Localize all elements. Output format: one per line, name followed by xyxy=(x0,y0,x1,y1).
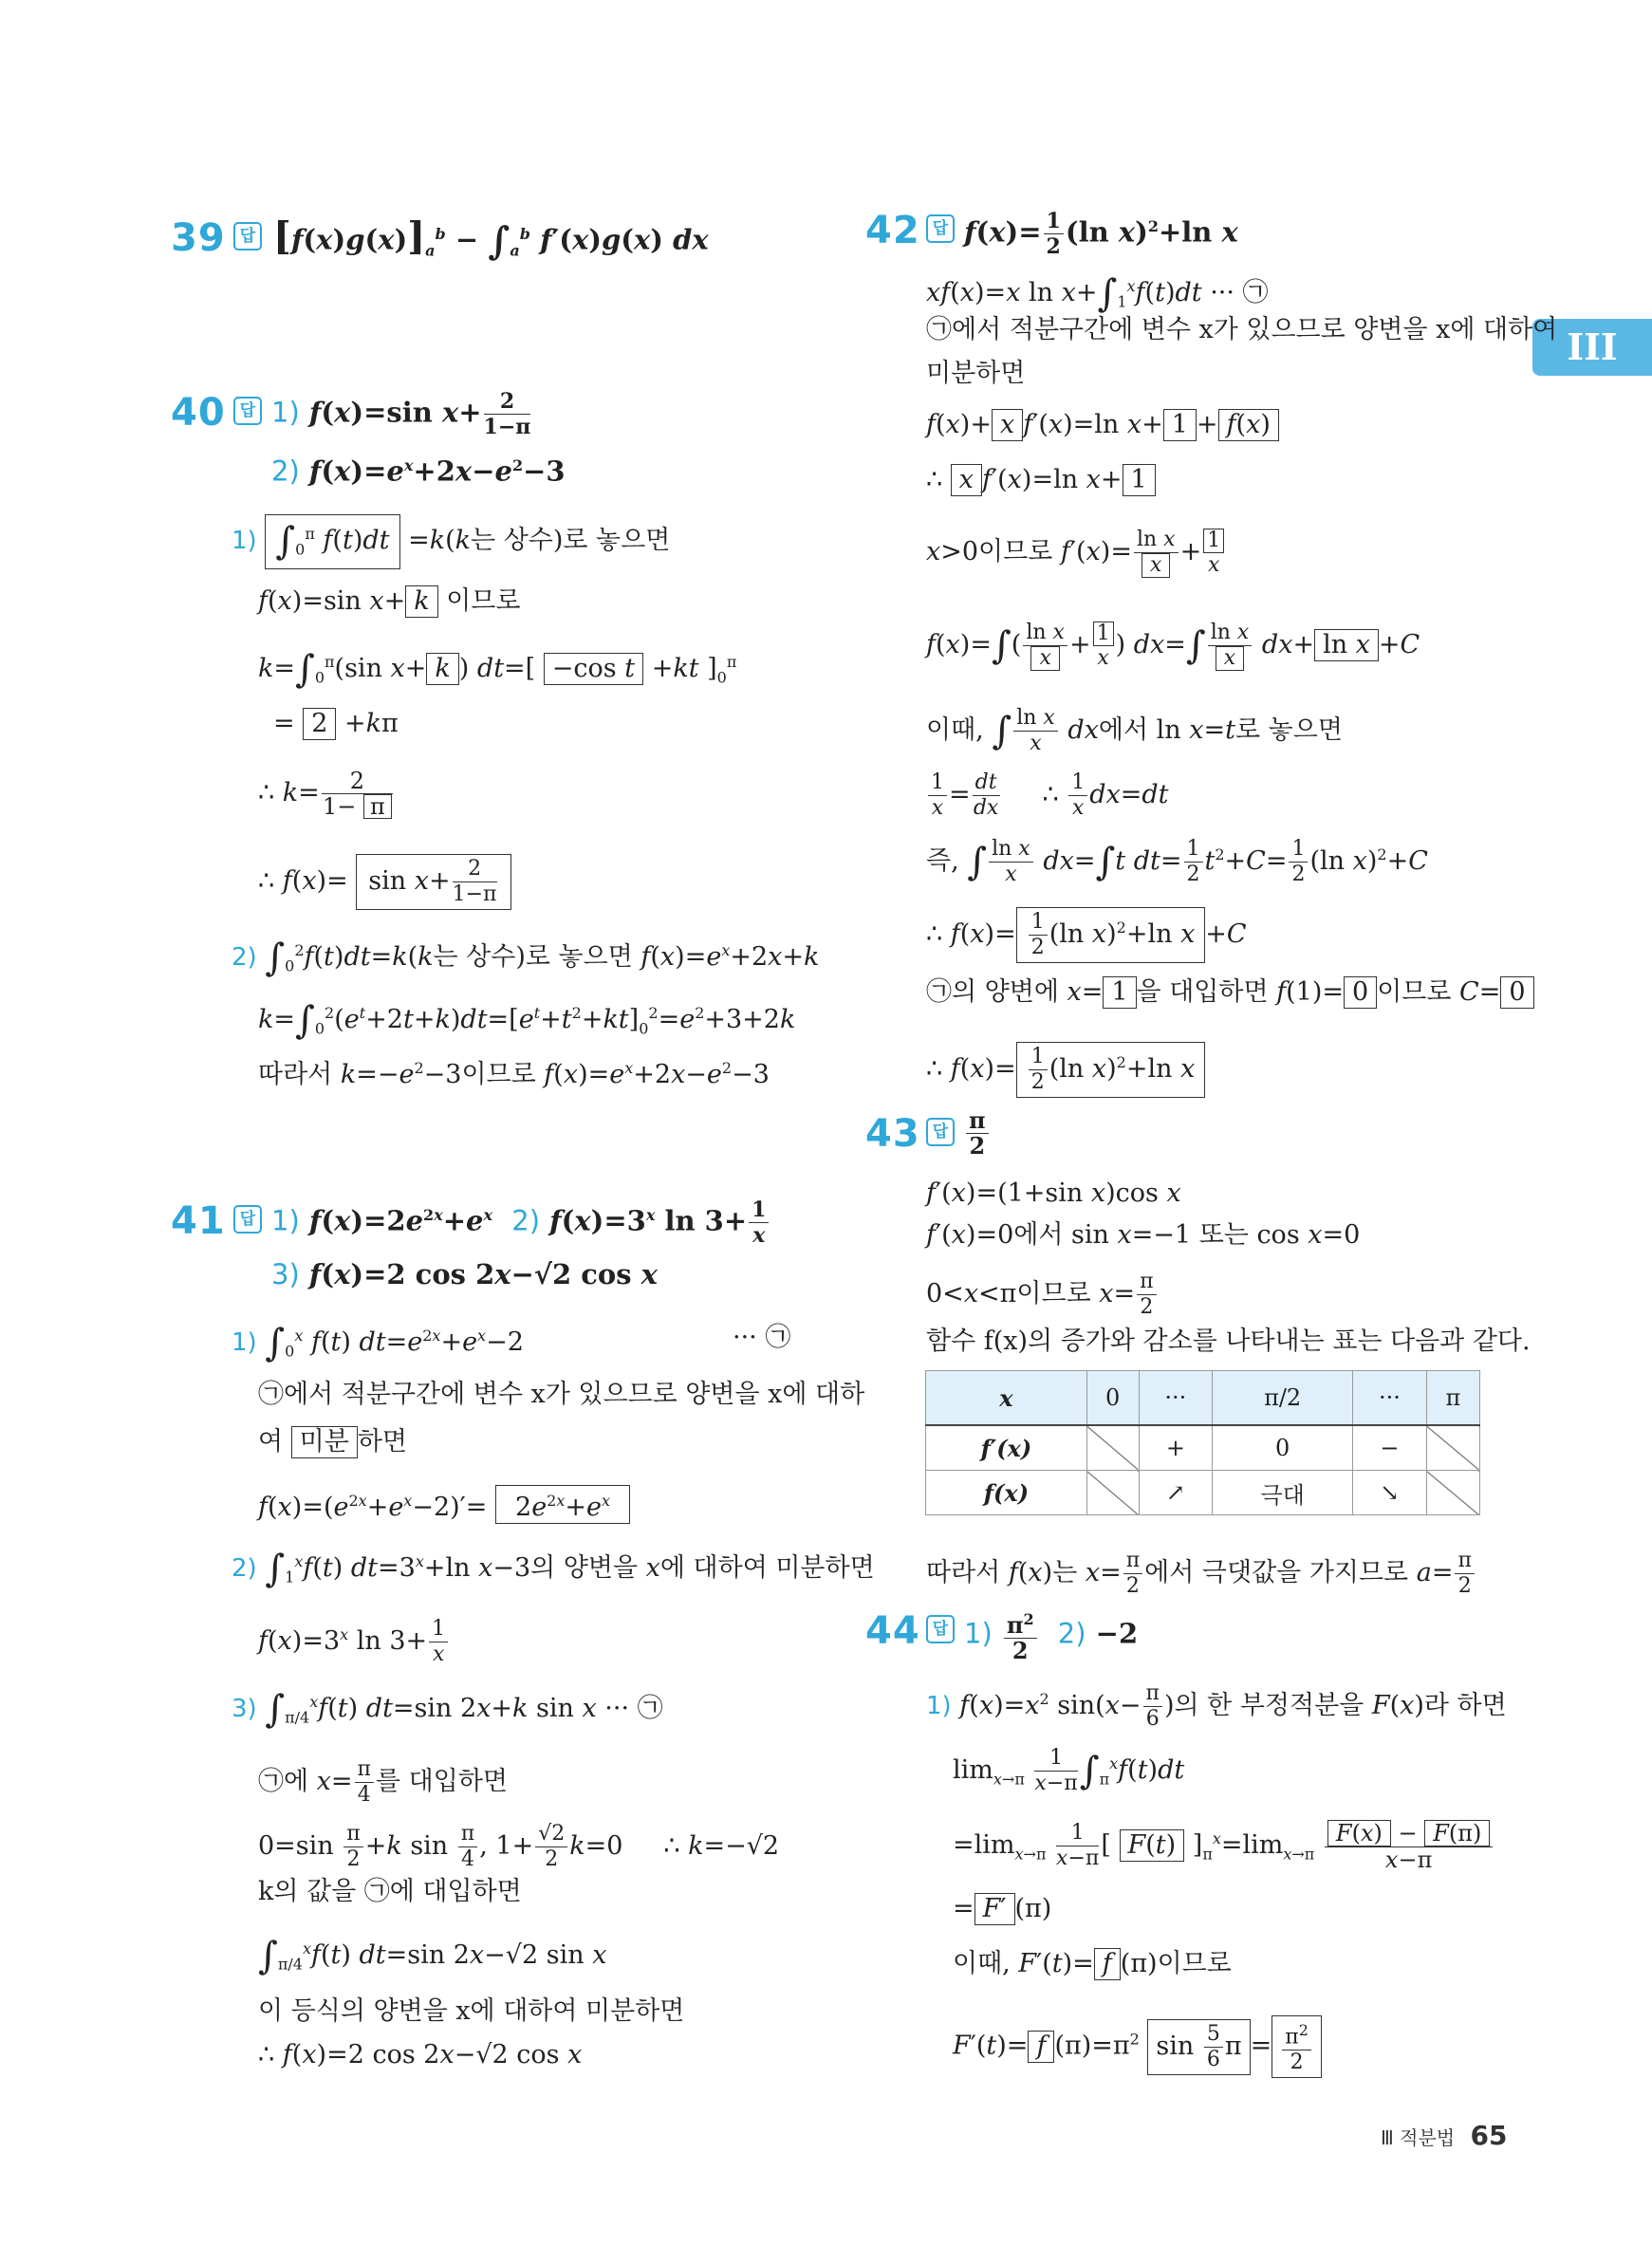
p42-line-8: 이때, ∫ $\frac{\text{ln x}}{x}$ dx에서 ln x=t로 놓으면 xyxy=(926,706,1343,755)
p44-line-4: = F′ (π) xyxy=(953,1894,1052,1923)
table-header-cell: π xyxy=(1426,1371,1479,1426)
answer-badge-icon: 답 xyxy=(233,222,262,251)
p41-line-4: $f(x)=(e^{2x}+e^x-2)'= 2e^{2x}+e^x$ xyxy=(258,1484,630,1525)
table-cell-blank xyxy=(1426,1471,1479,1515)
p42-line-9: $\frac{1}{x}$ = $\frac{dt}{dx}$ ∴ $\frac{1}{x}$ dx=dt xyxy=(926,770,1169,821)
decreasing-arrow-icon: ↘ xyxy=(1353,1471,1427,1515)
p44-line-3: $=\lim_{x\to\pi}$ $\frac{1}{x-\pi}$ [ F(t) ]$_\pi^x=\lim_{x\to\pi}$ $\frac{F(x) - F(\pi)}{x-\pi}$ xyxy=(953,1820,1494,1872)
table-header-cell: ··· xyxy=(1353,1371,1427,1426)
increasing-arrow-icon: ↗ xyxy=(1139,1471,1213,1515)
p42-line-6: x>0이므로 f′(x)= $\frac{\text{ln x}}{x}$ $+\frac{1}{x}$ xyxy=(926,528,1226,578)
p41-line-6: $f(x)=3^x$ ln 3+ $\frac{1}{x}$ xyxy=(258,1617,450,1667)
table-cell-blank xyxy=(1426,1425,1479,1471)
p41-line-9: 0=sin $\frac{\pi}{2}$ +k sin $\frac{\pi}{4}$ , 1+ $\frac{√2}{2}$ k=0 ∴ k=−√2 xyxy=(258,1822,780,1871)
problem-39-number: 39 xyxy=(171,216,226,260)
answer-badge-icon: 답 xyxy=(926,1118,955,1146)
p40-line-2: f(x)=sin x+ k 이므로 xyxy=(258,586,521,616)
chapter-label: Ⅲ 적분법 xyxy=(1381,2126,1456,2149)
table-cell: f′(x) xyxy=(926,1425,1087,1471)
p41-line-10: k의 값을 ㉠에 대입하면 xyxy=(258,1877,522,1906)
p41-marker: ··· ㉠ xyxy=(733,1323,791,1352)
p40-line-6: ∴ f(x)= sin x+ $\frac{2}{1-\pi}$ xyxy=(258,854,511,910)
p40-answer-1: 1) f(x)=sin x+ $\frac{2}{1-\pi}$ xyxy=(271,389,531,439)
table-cell: f(x) xyxy=(926,1471,1087,1515)
p40-line-5: ∴ k= $\frac{2}{1- \pi}$ xyxy=(258,769,395,819)
p42-line-7: f(x)=∫( $\frac{\text{ln x}}{x}$ $+\frac{1}{x}$ ) dx=∫ $\frac{\text{ln x}}{x}$ dx+ ln x +C xyxy=(926,621,1420,670)
p40-line-1: 1) $\int_0^\pi$ f(t)dt =k(k는 상수)로 놓으면 xyxy=(232,514,670,569)
p44-line-6: F′(t)= f $(\pi)=\pi^2$ sin $\frac{5}{6}$ π = $\frac{\pi^2}{2}$ xyxy=(953,2015,1322,2078)
page-footer xyxy=(1381,2120,1507,2151)
table-header-row xyxy=(926,1371,1480,1426)
table-header-cell: ··· xyxy=(1139,1371,1213,1426)
p43-line-4: 함수 f(x)의 증가와 감소를 나타내는 표는 다음과 같다. xyxy=(926,1327,1531,1356)
answer-badge-icon: 답 xyxy=(926,214,955,243)
p40-line-3: $k=\int_0^\pi(\sin$ x+ k ) dt=[ −cos t +kt ]$_0^\pi$ xyxy=(258,647,737,692)
p44-line-2: $\lim_{x\to\pi}$ $\frac{1}{x-\pi}$ $\int_\pi^xf(t)dt$ xyxy=(953,1746,1185,1795)
p42-line-2: ㉠에서 적분구간에 변수 x가 있으므로 양변을 x에 대하여 xyxy=(926,315,1558,344)
p40-line-7: 2) $\int_0^2f(t)dt=k(k$는 상수)로 놓으면 $f(x)=e^x+2x+k$ xyxy=(232,936,820,980)
table-cell-blank xyxy=(1086,1471,1139,1515)
p41-line-3: 여 미분 하면 xyxy=(258,1427,408,1457)
p42-line-11: ∴ f(x)= $\frac{1}{2}$ (ln x)$^2$+ln x +C xyxy=(926,907,1247,963)
p44-line-5: 이때, F′(t)= f (π)이므로 xyxy=(953,1949,1232,1978)
p44-answer: 1) $\frac{\pi^2}{2}$ 2) −2 xyxy=(964,1607,1138,1663)
table-row xyxy=(926,1471,1480,1515)
table-cell: 극대 xyxy=(1213,1471,1353,1515)
table-cell: + xyxy=(1139,1425,1213,1471)
problem-43-number: 43 xyxy=(865,1112,920,1156)
table-cell-blank xyxy=(1086,1425,1139,1471)
p40-line-9: 따라서 $k=-e^2-3$이므로 $f(x)=e^x+2x-e^2-3$ xyxy=(258,1059,770,1089)
page-number: 65 xyxy=(1470,2120,1508,2151)
p43-line-5: 따라서 f(x)는 x= $\frac{\pi}{2}$ 에서 극댓값을 가지므로 a= $\frac{\pi}{2}$ xyxy=(926,1549,1476,1599)
p41-line-12: 이 등식의 양변을 x에 대하여 미분하면 xyxy=(258,1996,685,2026)
p42-line-5: ∴ x f′(x)=ln x+ 1 xyxy=(926,463,1156,497)
answer-badge-icon: 답 xyxy=(233,1205,262,1234)
p39-answer: $[f(x)g(x)]_a^b - \int_a^b$ f′(x)g(x) dx xyxy=(273,213,709,264)
p40-line-4: = 2 +kπ xyxy=(273,709,399,738)
p42-line-12: ㉠의 양변에 x= 1 을 대입하면 f(1)= 0 이므로 C= 0 xyxy=(926,975,1534,1010)
p41-line-7: 3) $\int_{\pi/4}^xf(t)$ dt=sin 2x+k sin x ··· ㉠ xyxy=(232,1687,663,1732)
p41-answer-2: 3) f(x)=2 cos 2x−√2 cos x xyxy=(271,1258,658,1290)
p42-line-1: xf(x)=x $\ln x+\int_1^xf(t)dt$ ··· ㉠ xyxy=(926,271,1269,316)
p40-line-8: $k=\int_0^2(e^t+2t+k)dt=[e^t+t^2+kt]_0^2=e^2+3+2k$ xyxy=(258,998,796,1043)
p41-line-1: 1) $\int_0^x$ f(t) $dt=e^{2x}+e^x-2$ xyxy=(232,1321,524,1365)
table-header-cell: π/2 xyxy=(1213,1371,1353,1426)
answer-badge-icon: 답 xyxy=(233,397,262,425)
p40-answer-2: 2) $f(x)=e^x+2x-e^2-3$ xyxy=(271,455,566,488)
problem-41-number: 41 xyxy=(171,1199,226,1243)
p41-line-2: ㉠에서 적분구간에 변수 x가 있으므로 양변을 x에 대하 xyxy=(258,1380,865,1409)
chapter-side-tab: III xyxy=(1532,319,1652,376)
table-row xyxy=(926,1425,1480,1471)
increase-decrease-table xyxy=(925,1370,1480,1515)
p41-line-11: $\int_{\pi/4}^xf(t)$ dt=sin 2x−√2 sin x xyxy=(258,1934,607,1978)
problem-44-number: 44 xyxy=(865,1609,920,1653)
p42-line-4: f(x)+ x f′(x)=ln x+ 1 + f(x) xyxy=(926,408,1279,442)
table-cell: − xyxy=(1353,1425,1427,1471)
p42-line-10: 즉, ∫ $\frac{\text{ln x}}{x}$ dx=∫t dt= $\frac{1}{2}$ $t^2+C=$ $\frac{1}{2}$ (ln x)$^2$+C xyxy=(926,837,1428,886)
table-header-cell: 0 xyxy=(1086,1371,1139,1426)
problem-42-number: 42 xyxy=(865,209,920,252)
p42-line-13: ∴ f(x)= $\frac{1}{2}$ (ln x)$^2$+ln x xyxy=(926,1042,1205,1098)
p43-line-3: 0<x<π이므로 x= $\frac{\pi}{2}$ xyxy=(926,1270,1159,1320)
p41-answer-1: 1) $f(x)=2e^{2x}+e^x$ 2) $f(x)=3^x$ ln 3+ $\frac{1}{x}$ xyxy=(271,1197,770,1248)
p41-line-13: ∴ f(x)=2 cos 2x−√2 cos x xyxy=(258,2040,583,2069)
p44-line-1: 1) $f(x)=x^2$ sin(x− $\frac{\pi}{6}$ )의 한 부정적분을 F(x)라 하면 xyxy=(926,1681,1507,1731)
answer-badge-icon: 답 xyxy=(926,1615,955,1643)
table-header-cell: x xyxy=(926,1371,1087,1426)
problem-40-number: 40 xyxy=(171,391,226,435)
p43-answer: $\frac{\pi}{2}$ xyxy=(964,1108,991,1159)
table-cell: 0 xyxy=(1213,1425,1353,1471)
p42-line-3: 미분하면 xyxy=(926,359,1026,388)
p42-answer: f(x)= $\frac{1}{2}$ (ln x)$^2$+ln x xyxy=(964,209,1238,260)
p41-line-5: 2) $\int_1^xf(t)$ $dt=3^x+\ln$ x−3의 양변을 x에 대하여 미분하면 xyxy=(232,1547,875,1591)
p43-line-2: f′(x)=0에서 sin x=−1 또는 cos x=0 xyxy=(926,1220,1361,1250)
p43-line-1: f′(x)=(1+sin x)cos x xyxy=(926,1178,1181,1208)
p41-line-8: ㉠에 x= $\frac{\pi}{4}$ 를 대입하면 xyxy=(258,1757,508,1807)
